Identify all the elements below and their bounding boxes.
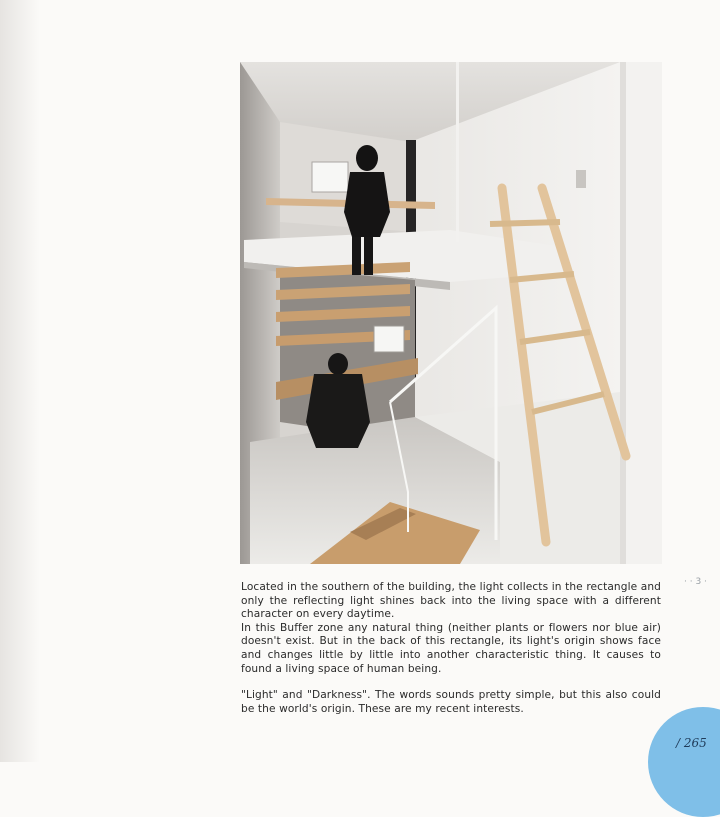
page-number: / 265 <box>676 736 707 750</box>
page-number-badge <box>648 707 720 817</box>
margin-mark: · · 3 · <box>684 577 707 587</box>
page-gutter-shadow <box>0 0 40 762</box>
interior-photo <box>240 62 662 564</box>
paragraph-light-collects: Located in the southern of the building, the light collects in the rectangle and only the reflecting light shines back into the living space with a different character on every daytime. <box>241 581 661 621</box>
interior-photo-illustration <box>240 62 662 564</box>
paragraph-buffer-zone: In this Buffer zone any natural thing (neither plants or flowers nor blue air) doesn't exist. But in the back of this rectangle, its light's origin shows face and changes little by little into another characteristic thing. It causes to found a living space of human being. <box>241 621 661 675</box>
body-text <box>241 581 661 716</box>
paragraph-light-darkness: "Light" and "Darkness". The words sounds pretty simple, but this also could be the world's origin. These are my recent interests. <box>241 689 661 715</box>
